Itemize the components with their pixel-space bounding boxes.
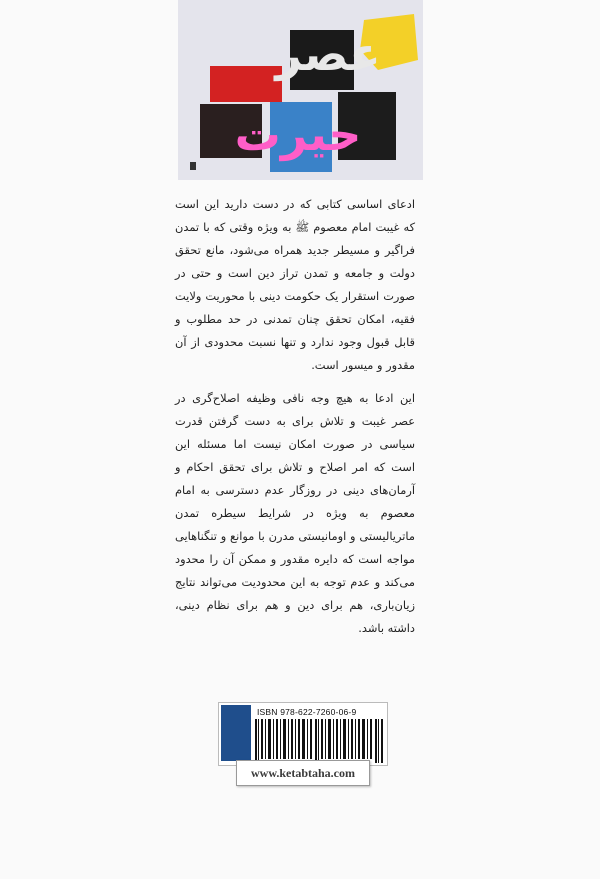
- cover-artwork: [178, 0, 423, 180]
- collage-title-art: [178, 0, 423, 180]
- collage-small-mark: [190, 162, 196, 170]
- publisher-logo-icon: [221, 705, 251, 761]
- publisher-website[interactable]: www.ketabtaha.com: [236, 760, 370, 786]
- paragraph-1: ادعای اساسی کتابی که در دست دارید این است که غیبت امام معصوم ﷺ به ویژه وقتی که با تمدن فراگیر و مسیطر جدید همراه می‌شود، مانع تحقق دولت و جامعه و تمدن تراز دین است و حتی در صورت استقرار یک حکومت دینی با محوریت ولایت فقیه، امکان تحقق چنان تمدنی در حد مطلوب و قابل قبول وجود ندارد و تنها نسبت محدودی از آن مقدور و میسور است.: [175, 197, 415, 372]
- collage-red-block: [210, 66, 282, 102]
- cover-title-line1: عصر: [275, 27, 381, 81]
- cover-title-line2: حیرت: [234, 107, 362, 161]
- isbn-number: ISBN 978-622-7260-06-9: [257, 707, 357, 717]
- barcode-panel: [218, 702, 388, 766]
- paragraph-2: این ادعا به هیچ وجه نافی وظیفه اصلاح‌گری در عصر غیبت و تلاش برای به دست گرفتن قدرت سیاسی در صورت امکان نیست اما مسئله این است که امر اصلاح و تلاش برای تحقق احکام و آرمان‌های دینی در روزگار عدم دسترسی به امام معصوم به ویژه در شرایط سیطره تمدن ماتریالیستی و اومانیستی مدرن با موانع و تنگناهایی مواجه است که دایره مقدور و ممکن آن را محدود می‌کند و عدم توجه به این محدودیت می‌تواند نتایج زیان‌باری، هم برای دین و هم برای نظام دینی، داشته باشد.: [175, 391, 415, 635]
- back-cover-text: [175, 193, 415, 640]
- barcode-icon: [255, 719, 383, 763]
